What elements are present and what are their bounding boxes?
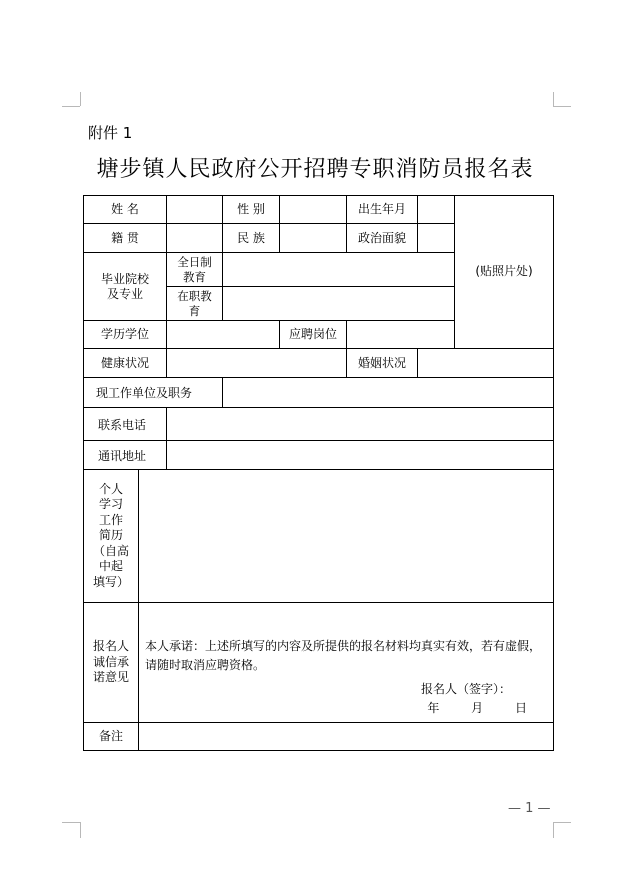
pledge-text: 本人承诺：上述所填写的内容及所提供的报名材料均真实有效，若有虚假，请随时取消应聘资格。	[145, 639, 542, 672]
school-major-label-line: 及专业	[107, 286, 144, 301]
address-label: 通讯地址	[84, 441, 167, 470]
health-label: 健康状况	[84, 349, 167, 378]
birth-date-field[interactable]	[418, 196, 455, 224]
degree-label: 学历学位	[84, 321, 167, 349]
fulltime-education-label-line: 教育	[183, 269, 207, 284]
school-major-label-line: 毕业院校	[101, 271, 150, 286]
pledge-label-line: 诺意见	[92, 670, 129, 685]
inservice-education-label-line: 在职教	[177, 288, 212, 303]
political-status-label: 政治面貌	[347, 224, 418, 253]
address-field[interactable]	[167, 441, 554, 470]
gender-field[interactable]	[280, 196, 347, 224]
name-field[interactable]	[167, 196, 223, 224]
pledge-label-line: 诚信承	[92, 654, 129, 669]
pledge-label	[84, 603, 139, 723]
phone-field[interactable]	[167, 408, 554, 441]
marital-status-label: 婚姻状况	[347, 349, 418, 378]
remark-field[interactable]	[139, 723, 554, 751]
resume-label-line: （自高	[92, 543, 129, 558]
date-line	[145, 699, 547, 717]
page-number: — 1 —	[508, 801, 551, 816]
inservice-education-label-line: 育	[188, 303, 201, 318]
signature-label: 报名人（签字）：	[421, 682, 512, 696]
resume-label-line: 简历	[98, 528, 123, 543]
registration-form	[83, 195, 554, 751]
fulltime-education-label	[167, 253, 223, 287]
resume-label-line: 填写）	[92, 574, 129, 589]
degree-field[interactable]	[167, 321, 280, 349]
resume-label-line: 学习	[98, 497, 123, 512]
birth-date-label: 出生年月	[347, 196, 418, 224]
marital-status-field[interactable]	[418, 349, 554, 378]
phone-label: 联系电话	[84, 408, 167, 441]
crop-mark	[80, 822, 81, 838]
position-label: 应聘岗位	[280, 321, 347, 349]
crop-mark	[62, 106, 80, 107]
political-status-field[interactable]	[418, 224, 455, 253]
ethnicity-label: 民 族	[223, 224, 280, 253]
remark-label: 备注	[84, 723, 139, 751]
native-place-label: 籍 贯	[84, 224, 167, 253]
crop-mark	[553, 822, 571, 823]
inservice-education-label	[167, 287, 223, 321]
ethnicity-field[interactable]	[280, 224, 347, 253]
inservice-education-field[interactable]	[223, 287, 455, 321]
pledge-cell	[139, 603, 554, 723]
crop-mark	[553, 822, 554, 838]
fulltime-education-field[interactable]	[223, 253, 455, 287]
resume-label-line: 中起	[98, 559, 123, 574]
date-month-label: 月	[471, 701, 484, 715]
school-major-label	[84, 253, 167, 321]
work-unit-field[interactable]	[223, 378, 554, 408]
date-year-label: 年	[427, 701, 440, 715]
crop-mark	[80, 92, 81, 106]
work-unit-label: 现工作单位及职务	[84, 378, 223, 408]
native-place-field[interactable]	[167, 224, 223, 253]
photo-label: (贴照片处)	[475, 264, 533, 278]
crop-mark	[62, 822, 80, 823]
fulltime-education-label-line: 全日制	[177, 254, 212, 269]
name-label: 姓 名	[84, 196, 167, 224]
crop-mark	[553, 106, 571, 107]
health-field[interactable]	[167, 349, 347, 378]
date-day-label: 日	[515, 701, 528, 715]
gender-label: 性 别	[223, 196, 280, 224]
resume-label-line: 工作	[98, 512, 123, 527]
photo-area[interactable]	[455, 196, 554, 349]
crop-mark	[553, 92, 554, 106]
resume-label-line: 个人	[98, 481, 123, 496]
resume-field[interactable]	[139, 470, 554, 603]
position-field[interactable]	[347, 321, 455, 349]
pledge-label-line: 报名人	[92, 639, 129, 654]
resume-label	[84, 470, 139, 603]
attachment-label: 附件 1	[88, 124, 133, 142]
page-title: 塘步镇人民政府公开招聘专职消防员报名表	[96, 157, 534, 182]
